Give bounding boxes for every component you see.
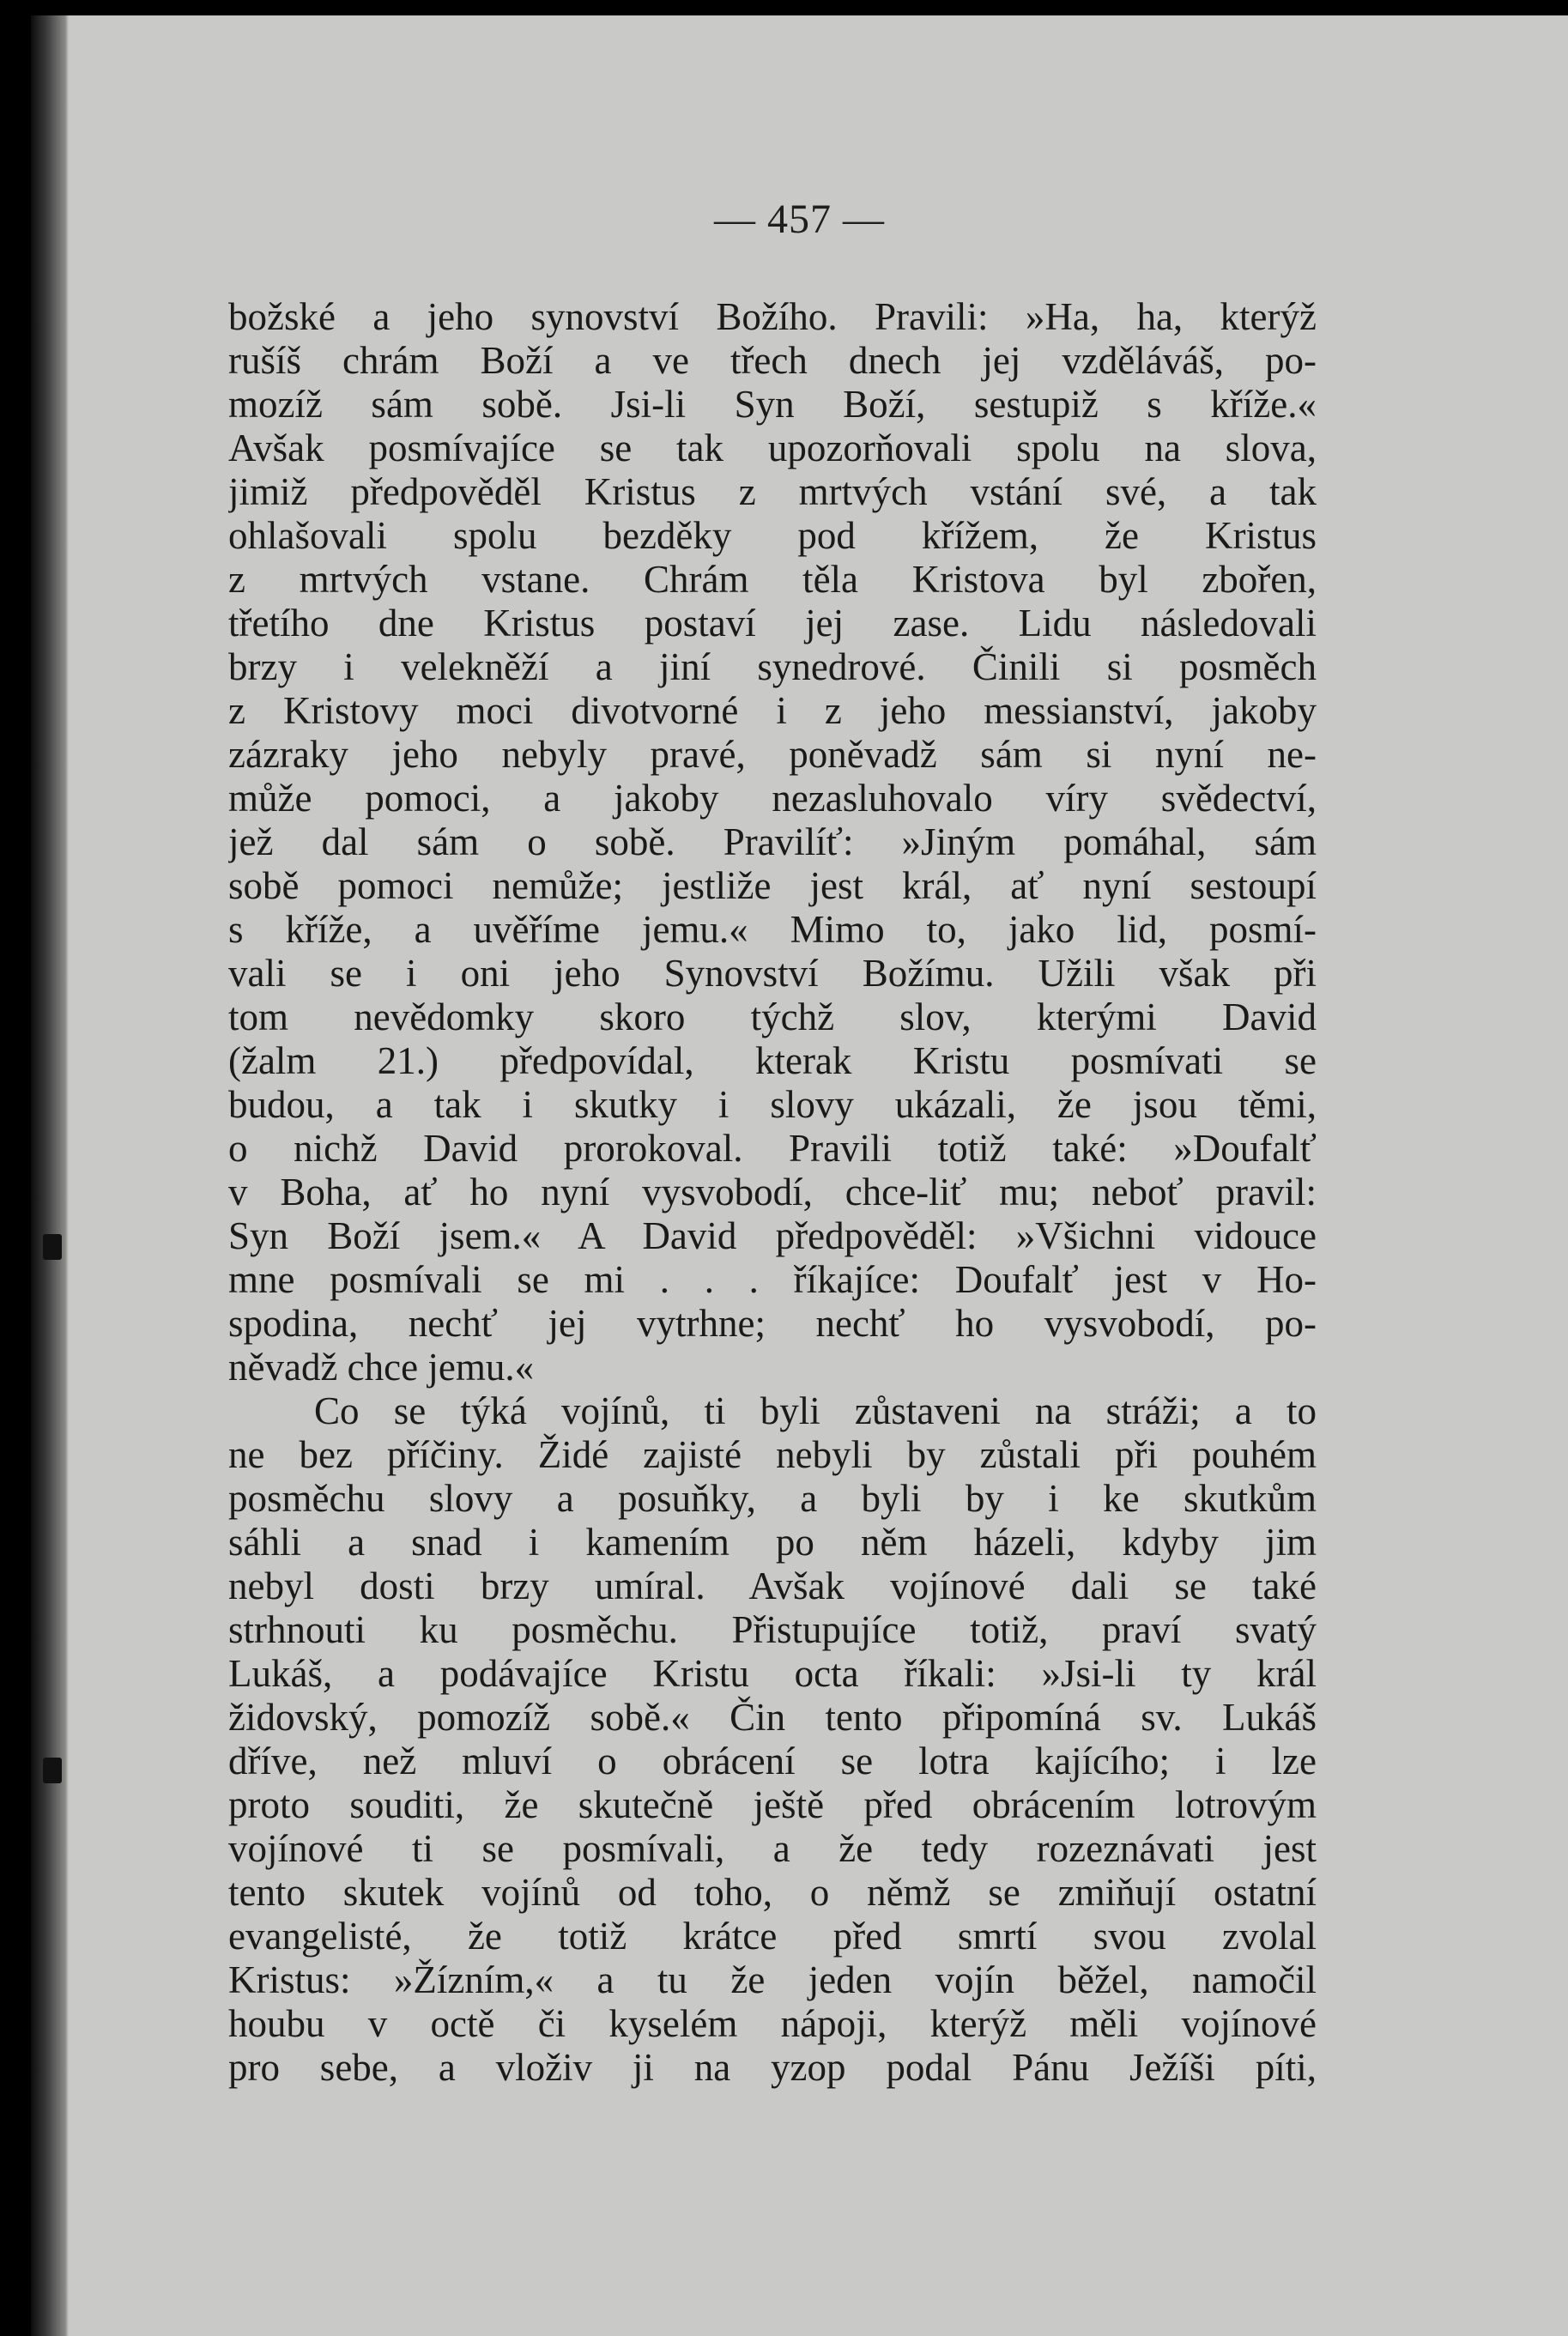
text-line: proto souditi, že skutečně ještě před obrácením lotrovým xyxy=(228,1783,1317,1826)
text-line: o nichž David prorokoval. Pravili totiž také: »Doufalť xyxy=(228,1127,1317,1170)
text-line: z Kristovy moci divotvorné i z jeho messianství, jakoby xyxy=(228,689,1317,732)
text-line: vali se i oni jeho Synovství Božímu. Užili však při xyxy=(228,952,1317,995)
text-line: něvadž chce jemu.« xyxy=(228,1346,535,1389)
text-line: v Boha, ať ho nyní vysvobodí, chce-liť mu; neboť pravil: xyxy=(228,1171,1317,1213)
page-number: — 457 — xyxy=(714,197,885,242)
text-line: rušíš chrám Boží a ve třech dnech jej vzděláváš, po- xyxy=(228,339,1317,382)
text-line: Syn Boží jsem.« A David předpověděl: »Všichni vidouce xyxy=(228,1214,1317,1257)
body-text xyxy=(228,295,1317,2090)
text-line: sáhli a snad i kamením po něm házeli, kdyby jim xyxy=(228,1521,1317,1564)
text-line: Co se týká vojínů, ti byli zůstaveni na stráži; a to xyxy=(314,1389,1317,1432)
text-line: třetího dne Kristus postaví jej zase. Lidu následovali xyxy=(228,602,1317,645)
text-line: spodina, nechť jej vytrhne; nechť ho vysvobodí, po- xyxy=(228,1302,1317,1345)
text-line: zázraky jeho nebyly pravé, poněvadž sám si nyní ne- xyxy=(228,733,1317,776)
binding-mark xyxy=(43,1758,62,1783)
text-line: pro sebe, a vloživ ji na yzop podal Pánu Ježíši píti, xyxy=(228,2046,1317,2089)
text-line: může pomoci, a jakoby nezasluhovalo víry svědectví, xyxy=(228,777,1317,820)
text-line: mne posmívali se mi . . . říkajíce: Doufalť jest v Ho- xyxy=(228,1258,1317,1301)
text-line: nebyl dosti brzy umíral. Avšak vojínové dali se také xyxy=(228,1564,1317,1607)
text-line: evangelisté, že totiž krátce před smrtí svou zvolal xyxy=(228,1915,1317,1958)
text-line: s kříže, a uvěříme jemu.« Mimo to, jako lid, posmí- xyxy=(228,908,1317,951)
binding-mark xyxy=(43,1234,62,1260)
text-line: Kristus: »Žízním,« a tu že jeden vojín běžel, namočil xyxy=(228,1958,1317,2001)
text-line: dříve, než mluví o obrácení se lotra kajícího; i lze xyxy=(228,1740,1317,1782)
text-line: jimiž předpověděl Kristus z mrtvých vstání své, a tak xyxy=(228,470,1317,513)
text-line: budou, a tak i skutky i slovy ukázali, že jsou těmi, xyxy=(228,1083,1317,1126)
book-page xyxy=(31,15,1568,2336)
text-line: Avšak posmívajíce se tak upozorňovali spolu na slova, xyxy=(228,427,1317,469)
text-line: židovský, pomozíž sobě.« Čin tento připomíná sv. Lukáš xyxy=(228,1696,1317,1739)
text-line: vojínové ti se posmívali, a že tedy rozeznávati jest xyxy=(228,1827,1317,1870)
text-line: jež dal sám o sobě. Pravilíť: »Jiným pomáhal, sám xyxy=(228,820,1317,863)
text-line: strhnouti ku posměchu. Přistupujíce totiž, praví svatý xyxy=(228,1608,1317,1651)
text-line: brzy i velekněží a jiní synedrové. Činili si posměch xyxy=(228,645,1317,688)
text-line: tom nevědomky skoro týchž slov, kterými David xyxy=(228,996,1317,1038)
text-line: z mrtvých vstane. Chrám těla Kristova byl zbořen, xyxy=(228,558,1317,601)
text-line: sobě pomoci nemůže; jestliže jest král, ať nyní sestoupí xyxy=(228,864,1317,907)
page-binding-edge xyxy=(31,15,69,2336)
text-line: (žalm 21.) předpovídal, kterak Kristu posmívati se xyxy=(228,1039,1317,1082)
text-line: ohlašovali spolu bezděky pod křížem, že Kristus xyxy=(228,514,1317,557)
text-line: božské a jeho synovství Božího. Pravili: »Ha, ha, kterýž xyxy=(228,295,1317,338)
text-line: houbu v octě či kyselém nápoji, kterýž měli vojínové xyxy=(228,2002,1317,2045)
text-line: mozíž sám sobě. Jsi-li Syn Boží, sestupiž s kříže.« xyxy=(228,383,1317,426)
text-line: Lukáš, a podávajíce Kristu octa říkali: »Jsi-li ty král xyxy=(228,1652,1317,1695)
text-line: tento skutek vojínů od toho, o němž se zmiňují ostatní xyxy=(228,1871,1317,1914)
text-line: ne bez příčiny. Židé zajisté nebyli by zůstali při pouhém xyxy=(228,1433,1317,1476)
text-line: posměchu slovy a posuňky, a byli by i ke skutkům xyxy=(228,1477,1317,1520)
